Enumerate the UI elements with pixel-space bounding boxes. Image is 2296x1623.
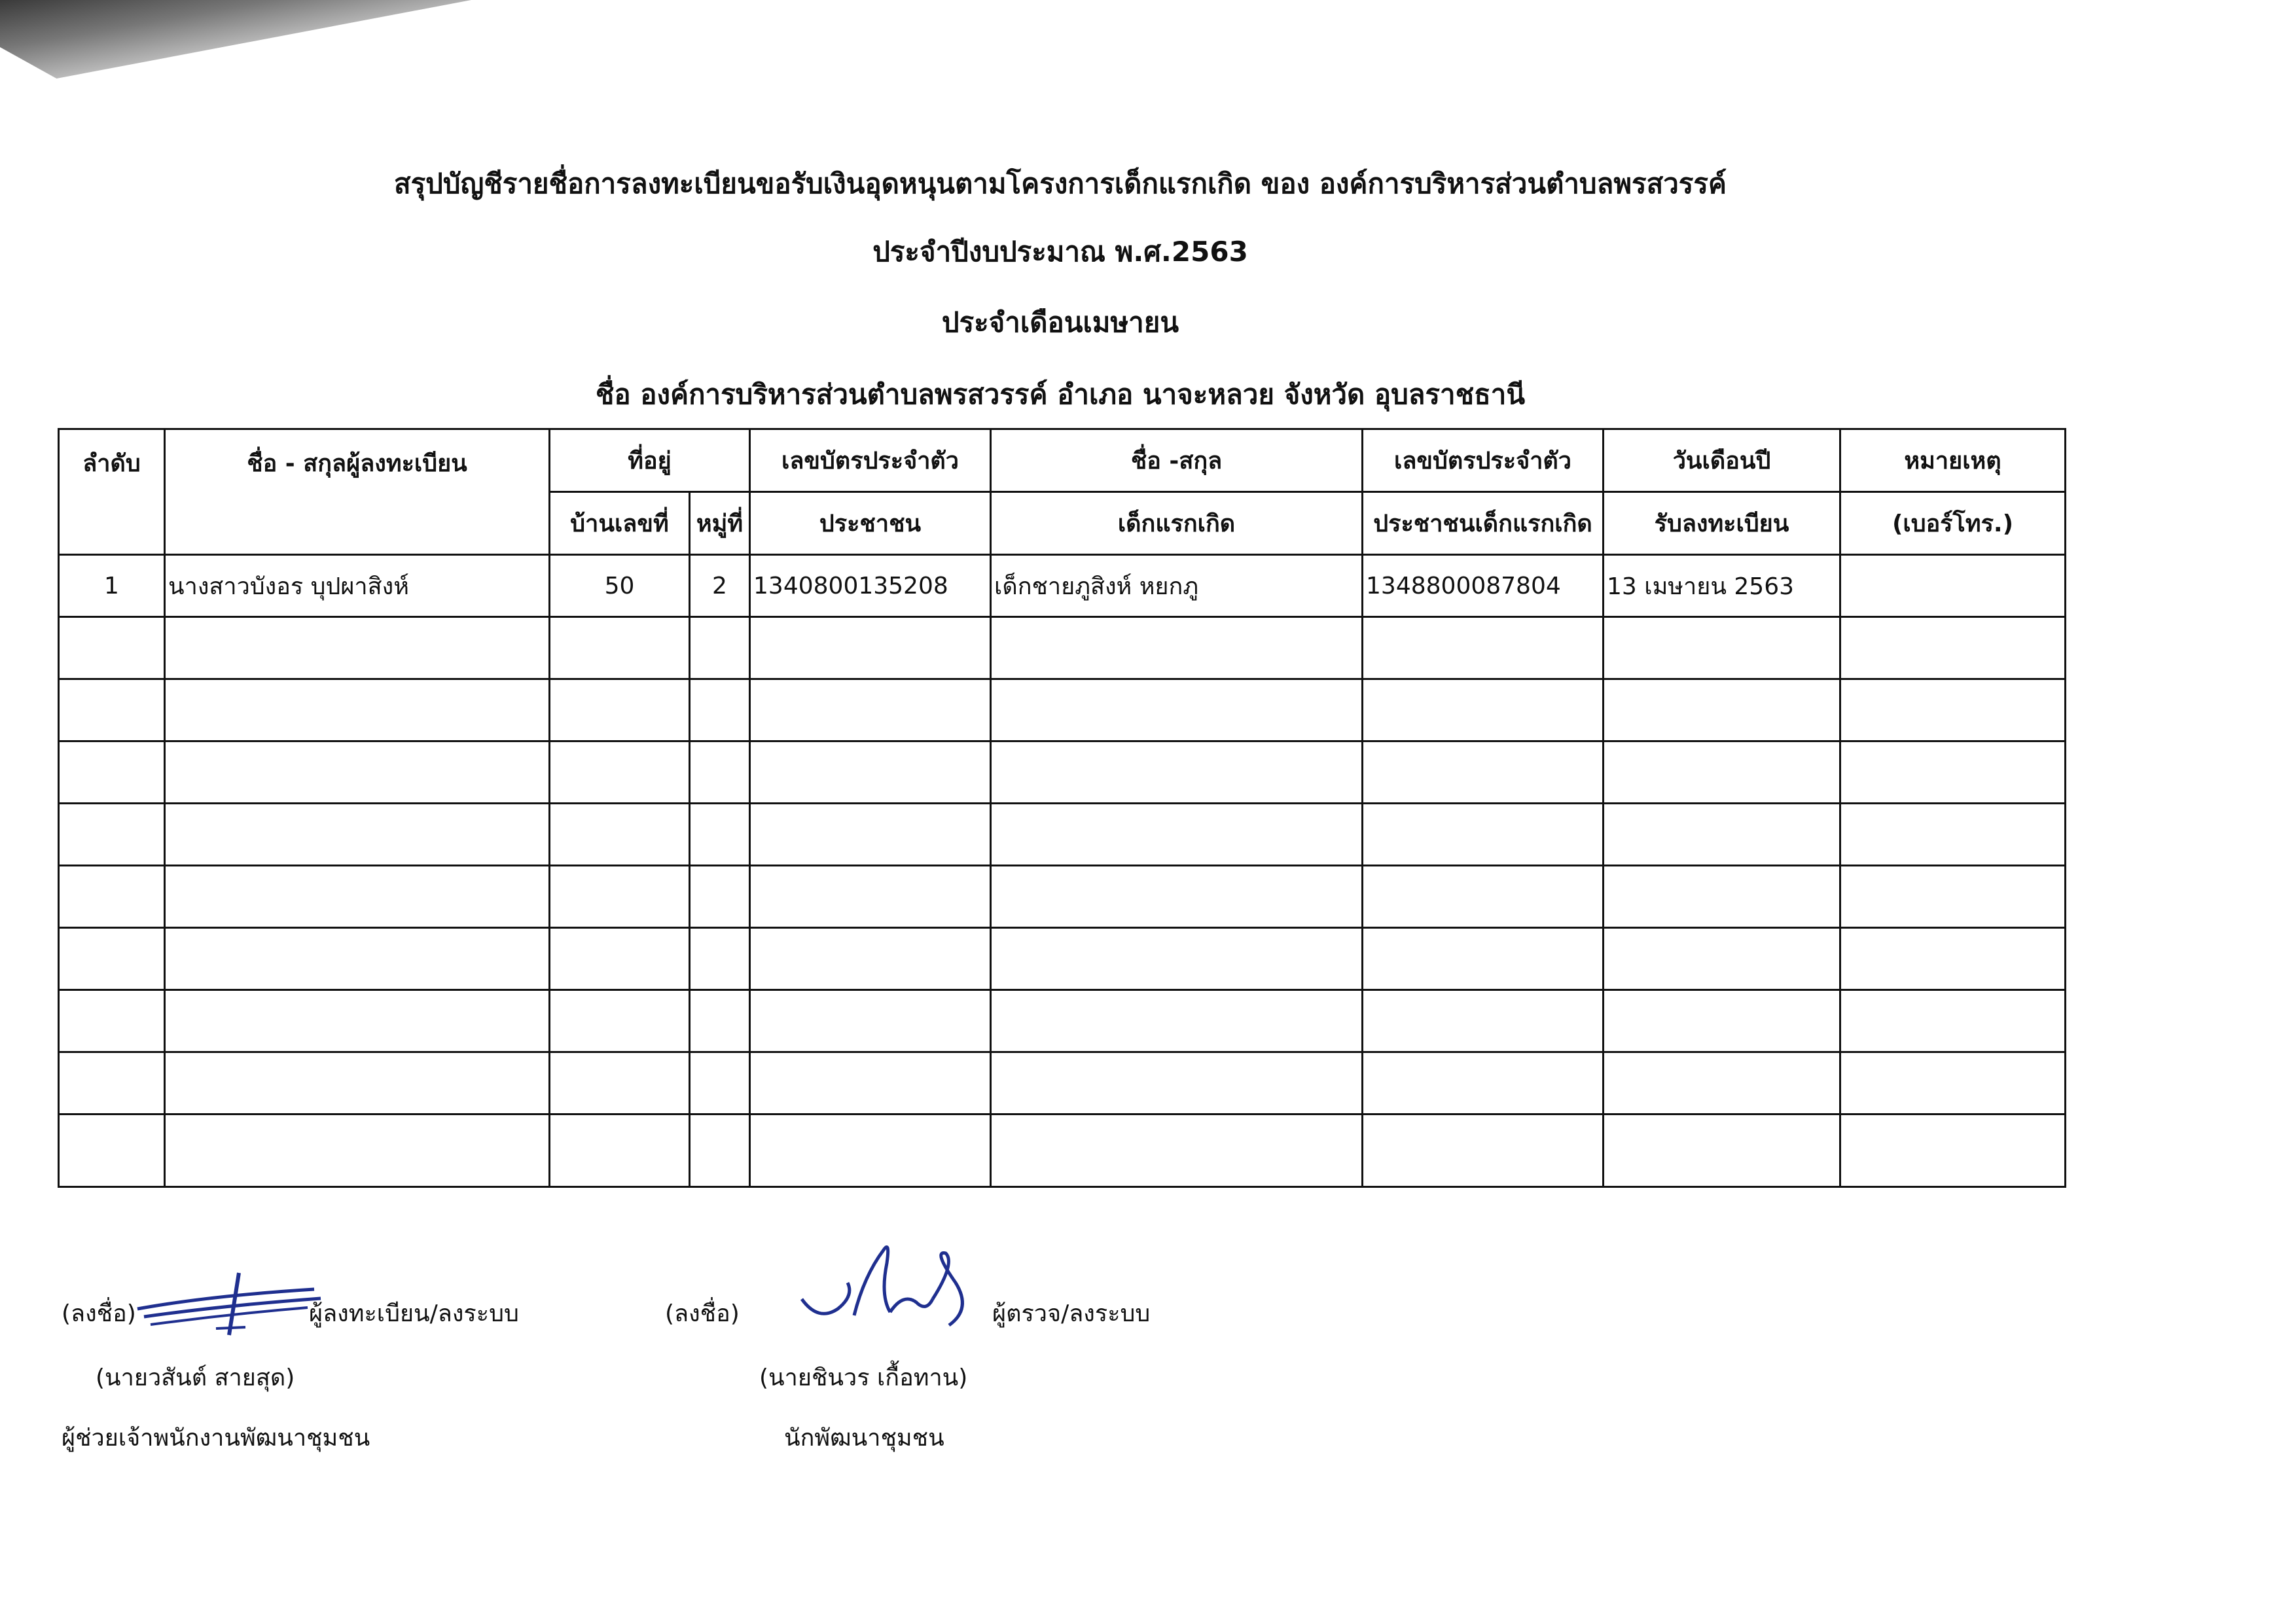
cell-house-no bbox=[550, 804, 690, 866]
header-moo: หมู่ที่ bbox=[690, 492, 750, 555]
header-note-line1: หมายเหตุ bbox=[1840, 429, 2066, 492]
header-no: ลำดับ bbox=[59, 429, 165, 555]
table-row bbox=[59, 617, 2066, 679]
left-signature-mark bbox=[131, 1270, 327, 1342]
table-row bbox=[59, 866, 2066, 928]
cell-moo bbox=[690, 741, 750, 804]
cell-id bbox=[750, 679, 991, 741]
header-id-line1: เลขบัตรประจำตัว bbox=[750, 429, 991, 492]
cell-child-id bbox=[1363, 990, 1604, 1052]
cell-moo bbox=[690, 866, 750, 928]
cell-child-name bbox=[991, 1052, 1363, 1115]
cell-no bbox=[59, 617, 165, 679]
cell-date bbox=[1604, 990, 1840, 1052]
cell-child-id bbox=[1363, 1115, 1604, 1187]
cell-moo bbox=[690, 617, 750, 679]
header-date-line2: รับลงทะเบียน bbox=[1604, 492, 1840, 555]
cell-child-name bbox=[991, 741, 1363, 804]
cell-id bbox=[750, 741, 991, 804]
left-role-line: ผู้ลงทะเบียน/ลงระบบ bbox=[309, 1300, 519, 1327]
cell-date bbox=[1604, 1115, 1840, 1187]
header-address: ที่อยู่ bbox=[550, 429, 750, 492]
header-child-id-line2: ประชาชนเด็กแรกเกิด bbox=[1363, 492, 1604, 555]
header-registrant-name: ชื่อ - สกุลผู้ลงทะเบียน bbox=[165, 429, 550, 555]
right-signature-mark bbox=[792, 1237, 982, 1335]
header-child-line2: เด็กแรกเกิด bbox=[991, 492, 1363, 555]
cell-note bbox=[1840, 990, 2066, 1052]
cell-id bbox=[750, 804, 991, 866]
table-row bbox=[59, 1115, 2066, 1187]
cell-child-name bbox=[991, 1115, 1363, 1187]
header-id-line2: ประชาชน bbox=[750, 492, 991, 555]
cell-child-name bbox=[991, 679, 1363, 741]
table-row bbox=[59, 1052, 2066, 1115]
header-child-line1: ชื่อ -สกุล bbox=[991, 429, 1363, 492]
right-signer-position: นักพัฒนาชุมชน bbox=[784, 1425, 944, 1452]
cell-moo bbox=[690, 1115, 750, 1187]
cell-note bbox=[1840, 928, 2066, 990]
header-note-line2: (เบอร์โทร.) bbox=[1840, 492, 2066, 555]
cell-child-id bbox=[1363, 617, 1604, 679]
cell-id bbox=[750, 1052, 991, 1115]
right-role-line: ผู้ตรวจ/ลงระบบ bbox=[992, 1300, 1151, 1327]
cell-moo bbox=[690, 990, 750, 1052]
cell-registrant-name bbox=[165, 741, 550, 804]
right-sign-label: (ลงชื่อ) bbox=[665, 1300, 740, 1327]
cell-no bbox=[59, 928, 165, 990]
left-sign-label: (ลงชื่อ) bbox=[62, 1300, 136, 1327]
cell-id bbox=[750, 617, 991, 679]
cell-child-id: 1348800087804 bbox=[1363, 555, 1604, 617]
cell-note bbox=[1840, 741, 2066, 804]
cell-date: 13 เมษายน 2563 bbox=[1604, 555, 1840, 617]
cell-child-id bbox=[1363, 928, 1604, 990]
cell-child-id bbox=[1363, 679, 1604, 741]
cell-moo bbox=[690, 928, 750, 990]
header-child-id-line1: เลขบัตรประจำตัว bbox=[1363, 429, 1604, 492]
cell-house-no bbox=[550, 617, 690, 679]
header-date-line1: วันเดือนปี bbox=[1604, 429, 1840, 492]
cell-child-id bbox=[1363, 866, 1604, 928]
cell-registrant-name bbox=[165, 1115, 550, 1187]
table-row bbox=[59, 741, 2066, 804]
scan-corner-shadow bbox=[0, 0, 471, 79]
cell-date bbox=[1604, 617, 1840, 679]
cell-note bbox=[1840, 1115, 2066, 1187]
cell-moo: 2 bbox=[690, 555, 750, 617]
table-row bbox=[59, 928, 2066, 990]
cell-house-no: 50 bbox=[550, 555, 690, 617]
left-signer-position: ผู้ช่วยเจ้าพนักงานพัฒนาชุมชน bbox=[62, 1425, 370, 1452]
cell-house-no bbox=[550, 928, 690, 990]
cell-note bbox=[1840, 679, 2066, 741]
cell-moo bbox=[690, 1052, 750, 1115]
cell-registrant-name bbox=[165, 804, 550, 866]
cell-note bbox=[1840, 866, 2066, 928]
organization-line: ชื่อ องค์การบริหารส่วนตำบลพรสวรรค์ อำเภอ นาจะหลวย จังหวัด อุบลราชธานี bbox=[595, 378, 1526, 410]
cell-registrant-name bbox=[165, 866, 550, 928]
fiscal-year-line: ประจำปีงบประมาณ พ.ศ.2563 bbox=[872, 236, 1248, 268]
cell-no bbox=[59, 679, 165, 741]
cell-house-no bbox=[550, 866, 690, 928]
left-signer-name: (นายวสันต์ สายสุด) bbox=[96, 1364, 295, 1391]
cell-note bbox=[1840, 1052, 2066, 1115]
cell-house-no bbox=[550, 1115, 690, 1187]
cell-house-no bbox=[550, 1052, 690, 1115]
cell-registrant-name bbox=[165, 990, 550, 1052]
table-row bbox=[59, 804, 2066, 866]
cell-date bbox=[1604, 804, 1840, 866]
cell-child-name bbox=[991, 928, 1363, 990]
cell-date bbox=[1604, 928, 1840, 990]
cell-id: 1340800135208 bbox=[750, 555, 991, 617]
cell-child-id bbox=[1363, 804, 1604, 866]
cell-date bbox=[1604, 1052, 1840, 1115]
cell-no bbox=[59, 741, 165, 804]
cell-no: 1 bbox=[59, 555, 165, 617]
document-title: สรุปบัญชีรายชื่อการลงทะเบียนขอรับเงินอุดหนุนตามโครงการเด็กแรกเกิด ของ องค์การบริหารส่วนตำบลพรสวรรค์ bbox=[393, 168, 1727, 200]
month-line: ประจำเดือนเมษายน bbox=[941, 306, 1179, 338]
table-row bbox=[59, 679, 2066, 741]
cell-moo bbox=[690, 804, 750, 866]
cell-date bbox=[1604, 741, 1840, 804]
cell-child-name bbox=[991, 866, 1363, 928]
cell-child-name: เด็กชายภูสิงห์ หยกภู bbox=[991, 555, 1363, 617]
cell-no bbox=[59, 1052, 165, 1115]
cell-child-name bbox=[991, 617, 1363, 679]
cell-id bbox=[750, 1115, 991, 1187]
cell-id bbox=[750, 990, 991, 1052]
cell-house-no bbox=[550, 990, 690, 1052]
cell-note bbox=[1840, 555, 2066, 617]
cell-registrant-name bbox=[165, 617, 550, 679]
header-house-no: บ้านเลขที่ bbox=[550, 492, 690, 555]
cell-child-name bbox=[991, 990, 1363, 1052]
cell-note bbox=[1840, 617, 2066, 679]
cell-registrant-name bbox=[165, 679, 550, 741]
table-row bbox=[59, 990, 2066, 1052]
cell-child-name bbox=[991, 804, 1363, 866]
cell-no bbox=[59, 1115, 165, 1187]
cell-no bbox=[59, 866, 165, 928]
cell-no bbox=[59, 990, 165, 1052]
cell-no bbox=[59, 804, 165, 866]
cell-registrant-name: นางสาวบังอร บุปผาสิงห์ bbox=[165, 555, 550, 617]
cell-note bbox=[1840, 804, 2066, 866]
cell-registrant-name bbox=[165, 928, 550, 990]
right-signer-name: (นายชินวร เกื้อทาน) bbox=[759, 1364, 968, 1391]
cell-child-id bbox=[1363, 741, 1604, 804]
cell-date bbox=[1604, 679, 1840, 741]
table-row bbox=[59, 555, 2066, 617]
cell-id bbox=[750, 928, 991, 990]
cell-house-no bbox=[550, 741, 690, 804]
cell-date bbox=[1604, 866, 1840, 928]
registration-table bbox=[58, 428, 2066, 1188]
cell-registrant-name bbox=[165, 1052, 550, 1115]
cell-house-no bbox=[550, 679, 690, 741]
cell-moo bbox=[690, 679, 750, 741]
cell-id bbox=[750, 866, 991, 928]
cell-child-id bbox=[1363, 1052, 1604, 1115]
